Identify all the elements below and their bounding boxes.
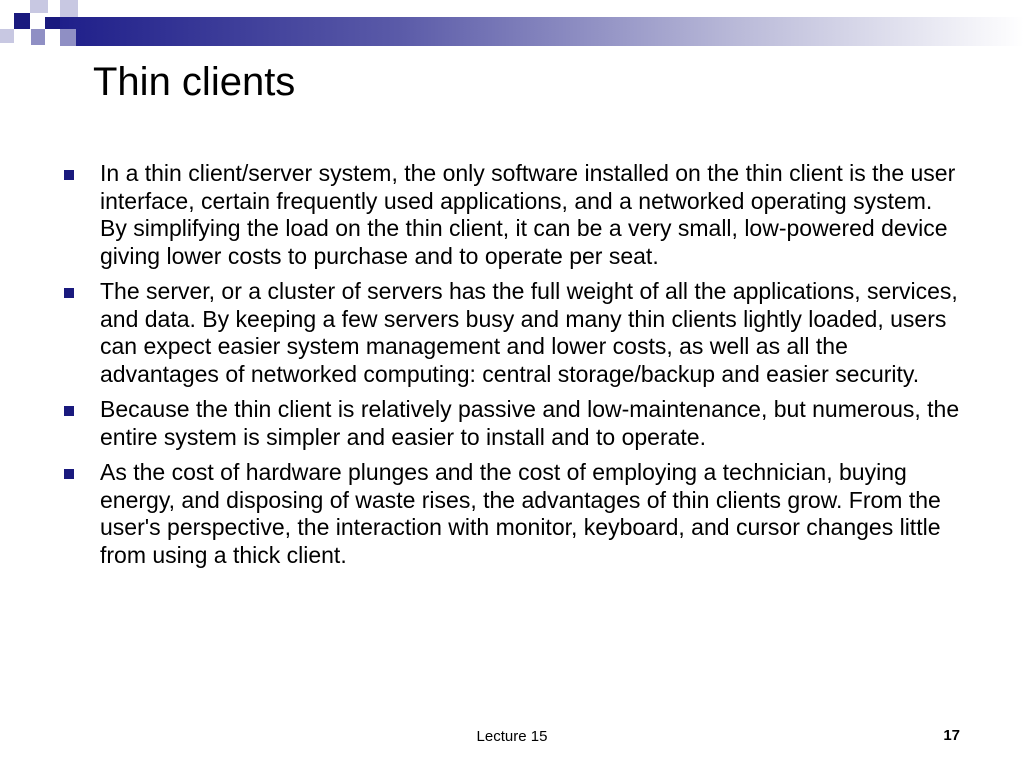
header-gradient-bar xyxy=(60,17,1024,46)
decor-square-icon xyxy=(14,13,30,29)
header-decoration xyxy=(0,0,1024,60)
bullet-text: Because the thin client is relatively passive and low-maintenance, but numerous, the entire system is simpler and easier to install and to operate. xyxy=(100,396,960,450)
list-item xyxy=(60,459,960,569)
square-bullet-icon xyxy=(64,406,74,416)
decor-square-icon xyxy=(45,17,60,29)
decor-square-icon xyxy=(0,29,14,43)
list-item xyxy=(60,396,960,451)
decor-square-icon xyxy=(60,0,78,17)
bullet-list xyxy=(60,160,960,577)
decor-square-icon xyxy=(31,29,45,45)
decor-square-icon xyxy=(60,29,76,46)
square-bullet-icon xyxy=(64,469,74,479)
list-item xyxy=(60,278,960,388)
bullet-text: As the cost of hardware plunges and the cost of employing a technician, buying energy, and disposing of waste rises, the advantages of thin clients grow. From the user's perspective, the interaction with monitor, keyboard, and cursor changes little from using a thick client. xyxy=(100,459,941,568)
square-bullet-icon xyxy=(64,170,74,180)
page-title: Thin clients xyxy=(93,60,296,104)
decor-square-icon xyxy=(30,0,48,13)
square-bullet-icon xyxy=(64,288,74,298)
bullet-text: In a thin client/server system, the only software installed on the thin client is the user interface, certain frequently used applications, and a networked operating system. By simplifying the load on the thin client, it can be a very small, low-powered device giving lower costs to purchase and to operate per seat. xyxy=(100,160,956,269)
bullet-text: The server, or a cluster of servers has the full weight of all the applications, services, and data. By keeping a few servers busy and many thin clients lightly loaded, users can expect easier system management and lower costs, as well as all the advantages of networked computing: central storage/backup and easier security. xyxy=(100,278,958,387)
page-number: 17 xyxy=(943,727,960,744)
list-item xyxy=(60,160,960,270)
footer-label: Lecture 15 xyxy=(476,728,548,745)
